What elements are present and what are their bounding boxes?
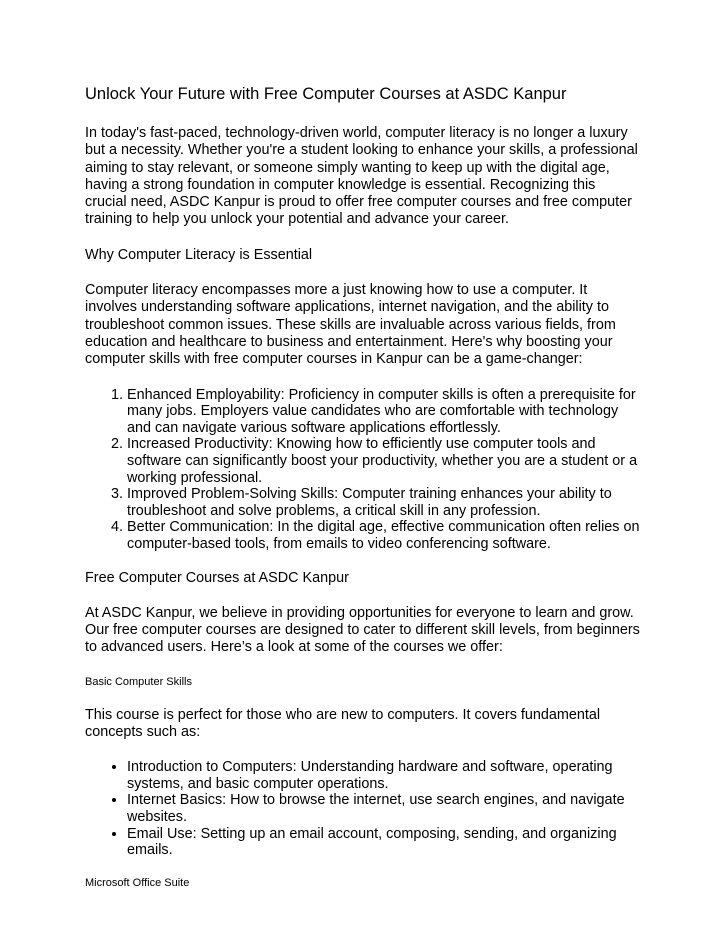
list-item: 3. Improved Problem-Solving Skills: Computer training enhances your ability to troubleshoot and solve problems, a critical skill in any profession. xyxy=(127,486,640,519)
section-body-why-literacy: Computer literacy encompasses more a just knowing how to use a computer. It involves understanding software applications, internet navigation, and the ability to troubleshoot common issues. These skills are invaluable across various fields, from education and healthcare to business and entertainment. Here's why boosting your computer skills with free computer courses in Kanpur can be a game-changer: xyxy=(85,282,616,368)
list-item: • Internet Basics: How to browse the internet, use search engines, and navigate websites. xyxy=(127,792,640,825)
document-title: Unlock Your Future with Free Computer Courses at ASDC Kanpur xyxy=(85,85,567,103)
section-body-free-courses: At ASDC Kanpur, we believe in providing opportunities for everyone to learn and grow. Our free computer courses are designed to cater to different skill levels, from beginners to advanced users. Here’s a look at some of the courses we offer: xyxy=(85,604,640,656)
benefits-list xyxy=(85,387,640,553)
list-item: 4. Better Communication: In the digital age, effective communication often relies on computer-based tools, from emails to video conferencing software. xyxy=(127,519,640,552)
basic-skills-list xyxy=(85,759,640,859)
course-heading-office-suite: Microsoft Office Suite xyxy=(85,876,190,889)
list-item: • Introduction to Computers: Understanding hardware and software, operating systems, and basic computer operations. xyxy=(127,759,640,792)
section-heading-free-courses: Free Computer Courses at ASDC Kanpur xyxy=(85,569,349,586)
section-heading-why-literacy: Why Computer Literacy is Essential xyxy=(85,246,313,263)
list-item: • Email Use: Setting up an email account, composing, sending, and organizing emails. xyxy=(127,826,640,859)
intro-paragraph: In today's fast-paced, technology-driven world, computer literacy is no longer a luxury but a necessity. Whether you're a student looking to enhance your skills, a professional aiming to stay relevant, or someone simply wanting to keep up with the digital age, having a strong foundation in computer knowledge is essential. Recognizing this crucial need, ASDC Kanpur is proud to offer free computer courses and free computer training to help you unlock your potential and advance your career. xyxy=(85,125,638,228)
course-heading-basic-skills: Basic Computer Skills xyxy=(85,675,192,688)
list-item: 2. Increased Productivity: Knowing how to efficiently use computer tools and software can significantly boost your productivity, whether you are a student or a working professional. xyxy=(127,436,640,486)
list-item: 1. Enhanced Employability: Proficiency in computer skills is often a prerequisite for many jobs. Employers value candidates who are comfortable with technology and can navigate various software applications effortlessly. xyxy=(127,387,640,437)
course-body-basic-skills: This course is perfect for those who are new to computers. It covers fundamental concepts such as: xyxy=(85,706,601,740)
